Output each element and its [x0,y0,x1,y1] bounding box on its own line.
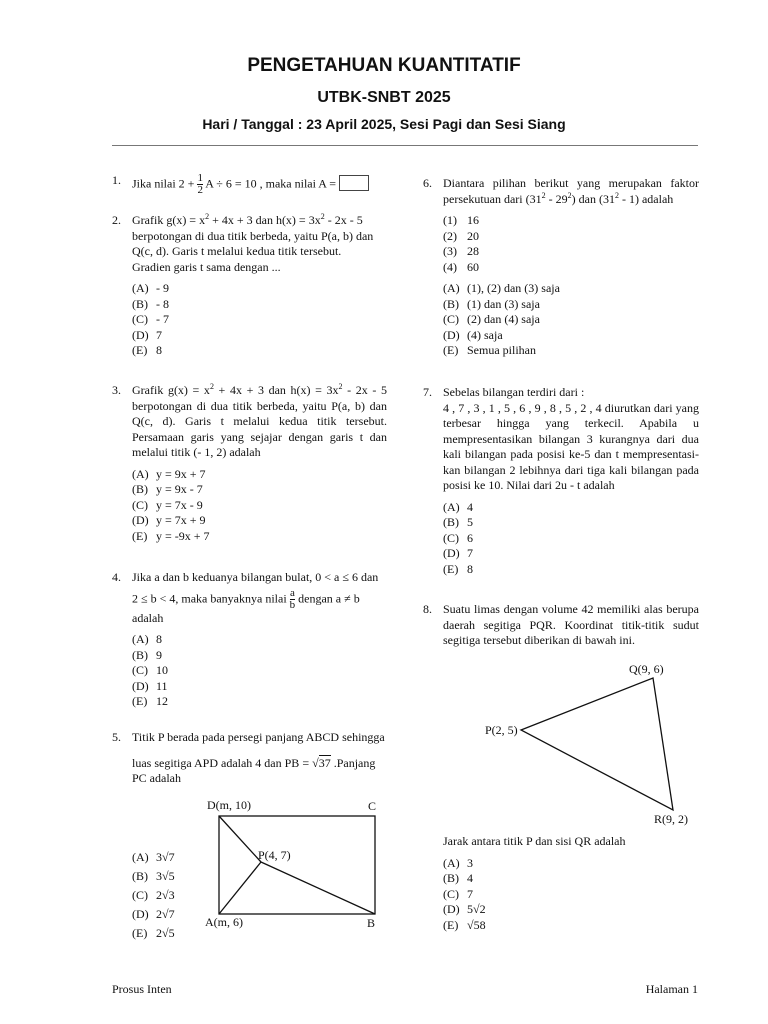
option-c[interactable] [443,531,699,547]
item-label: (1) [443,213,457,227]
option-label: (A) [443,281,460,295]
stem-part: - 2x - 5 berpotongan di dua titik berbeda, yaitu P(a, b) dan Q(c, d). Garis t melalui kedua titik tersebut. [132,213,374,258]
option-label: (B) [132,296,148,311]
option-text: 8 [156,632,162,646]
question-7 [423,385,699,577]
option-e[interactable] [132,924,212,943]
option-text: 8 [156,343,162,357]
option-a[interactable] [443,281,699,297]
page-title: PENGETAHUAN KUANTITATIF [247,55,521,76]
option-text: √58 [467,917,486,932]
question-number: 3. [112,383,121,397]
option-text: y = -9x + 7 [156,528,210,543]
q5-line-1: Titik P berada pada persegi panjang ABCD sehingga [132,730,385,744]
option-label: (A) [132,632,149,646]
item-label: (2) [443,228,457,243]
q8-question-text: Jarak antara titik P dan sisi QR adalah [443,834,626,848]
option-label: (D) [443,327,460,342]
stem-part: - 2x - 5 berpotongan di dua titik berbeda, yaitu P(a, b) dan Q(c, d). Garis t melalui kedua titik tersebut. Persamaan garis yang sejajar dengan garis t dan melalui titik (- 1, 2) adalah [132,383,388,459]
option-text: 3 [467,855,473,870]
option-text: 2√5 [156,926,175,940]
label-b: B [367,916,376,930]
label-c: C [368,799,377,813]
option-label: (D) [132,678,149,693]
q2-stem [132,213,387,260]
question-number: 2. [112,213,121,227]
stem-part: 2 ≤ b < 4, maka banyaknya nilai [132,590,287,605]
segment-pb [261,862,375,914]
statement-2 [443,229,699,245]
option-text: - 7 [156,312,169,326]
option-label: (B) [132,869,148,883]
option-a[interactable] [132,467,387,483]
q8-options [443,856,699,934]
option-text: y = 7x - 9 [156,497,203,512]
option-text: 11 [156,678,168,693]
option-text: 4 [467,871,473,885]
option-text: 4 [467,499,473,514]
q3-options [132,467,387,545]
option-text: 9 [156,647,162,662]
option-d[interactable] [443,328,699,344]
question-number: 1. [112,173,121,187]
option-e[interactable] [443,343,699,359]
option-text: 5 [467,515,473,529]
option-b[interactable] [132,648,387,664]
q2-options [132,281,387,359]
option-text: 7 [467,546,473,560]
option-text: y = 9x - 7 [156,482,203,496]
option-text: 5√2 [467,902,486,916]
q6-options [443,281,699,359]
option-b[interactable] [132,297,387,313]
option-label: (C) [443,312,459,326]
option-text: (1) dan (3) saja [467,296,540,311]
option-text: - 9 [156,281,169,295]
option-text: 12 [156,694,168,708]
option-text: 3√7 [156,850,175,864]
option-text: 7 [156,327,162,342]
option-label: (E) [132,694,148,708]
option-c[interactable] [132,663,387,679]
superscript: 2 [209,382,214,391]
option-b[interactable] [443,515,699,531]
q4-fraction [290,588,296,611]
option-text: 2√7 [156,907,175,921]
answer-box [339,175,369,191]
option-label: (C) [132,312,148,326]
q6-items [443,213,699,275]
question-1 [112,173,387,196]
q5-options [112,848,212,943]
stem-part: dengan a ≠ b [298,590,360,605]
option-a[interactable] [443,500,699,516]
option-c[interactable] [132,312,387,328]
option-b[interactable] [443,297,699,313]
option-b[interactable] [443,871,699,887]
q2-stem-line: Gradien garis t sama dengan ... [132,259,281,274]
item-text: 16 [467,213,479,227]
option-label: (D) [132,513,149,527]
option-e[interactable] [132,529,387,545]
q7-stem: 4 , 7 , 3 , 1 , 5 , 6 , 9 , 8 , 5 , 2 , 4 diurutkan dari yang terbesar hingga yang terkecil. Apabila u mempresentasikan bilangan 3 kurangnya dari dua kali bilangan pada posisi ke-5 dan t mempresentasi-kan bilangan 2 lebihnya dari tiga kali bilangan pada posisi ke 10. Nilai dari 2u - t adalah [443,400,699,492]
stem-part: - 29 [545,191,568,206]
label-d: D(m, 10) [207,798,251,812]
question-4 [112,570,387,710]
question-3 [112,383,387,544]
option-c[interactable] [132,498,387,514]
q5-line-2 [132,756,387,772]
option-text: 7 [467,886,473,901]
option-label: (E) [443,561,459,576]
triangle-pqr [521,678,673,810]
q4-line-3: adalah [132,610,164,625]
option-e[interactable] [132,694,387,710]
header-divider [112,145,698,146]
superscript: 2 [541,190,546,200]
item-text: 20 [467,228,479,243]
stem-part: Grafik g(x) = x [132,383,210,397]
question-6 [423,176,699,359]
q1-text-pre: Jika nilai 2 + [132,176,195,191]
q3-stem [132,383,387,461]
option-text: 10 [156,663,168,677]
option-label: (D) [443,546,460,560]
option-d[interactable] [443,546,699,562]
fraction-denominator: 2 [197,184,203,196]
option-label: (C) [132,888,148,902]
option-text: (2) dan (4) saja [467,312,540,326]
q5-figure [205,798,390,933]
option-text: y = 9x + 7 [156,466,206,481]
triangle-diagram [484,660,699,830]
question-number: 4. [112,570,121,584]
q5-line-3: PC adalah [132,771,181,785]
option-label: (B) [443,296,459,311]
option-label: (A) [443,855,460,870]
option-e[interactable] [443,918,699,934]
option-label: (D) [443,902,460,916]
option-text: 8 [467,561,473,576]
option-label: (C) [132,497,148,512]
q8-figure [484,660,699,830]
option-label: (C) [443,886,459,901]
option-text: Semua pilihan [467,343,536,357]
label-p: P(2, 5) [485,723,518,737]
option-d[interactable] [132,905,212,924]
fraction-numerator: a [289,586,295,599]
option-c[interactable] [132,886,212,905]
option-text: (4) saja [467,327,503,342]
superscript: 2 [567,190,572,200]
item-text: 28 [467,244,479,258]
option-text: 6 [467,530,473,545]
stem-part: - 1) adalah [618,191,674,206]
sqrt-icon: √ [312,755,319,770]
stem-part: luas segitiga APD adalah 4 dan PB = [132,755,310,770]
question-5 [112,730,387,787]
superscript: 2 [338,382,343,391]
option-text: y = 7x + 9 [156,513,206,527]
label-p: P(4, 7) [258,848,291,862]
option-label: (E) [443,343,459,357]
stem-part: ) dan (31 [571,191,615,206]
option-label: (E) [132,343,148,357]
sqrt-value: 37 [318,755,331,770]
stem-part: .Panjang [333,755,376,770]
superscript: 2 [205,212,210,221]
option-label: (E) [132,926,148,940]
q4-line-1: Jika a dan b keduanya bilangan bulat, 0 < a ≤ 6 dan [132,570,379,584]
option-text: 2√3 [156,888,175,902]
option-b[interactable] [132,482,387,498]
option-label: (E) [443,917,459,932]
option-label: (B) [443,515,459,529]
stem-part: + 4x + 3 dan h(x) = 3x [209,213,321,227]
option-a[interactable] [132,848,212,867]
option-c[interactable] [443,887,699,903]
q1-text-post: A ÷ 6 = 10 , maka nilai A = [205,176,337,191]
q1-fraction [197,173,203,196]
question-number: 8. [423,602,432,616]
superscript: 2 [320,212,325,221]
option-label: (A) [443,499,460,514]
label-a: A(m, 6) [205,915,243,929]
question-number: 5. [112,730,121,744]
option-label: (A) [132,466,149,481]
question-2 [112,213,387,359]
question-8 [423,602,699,649]
option-d[interactable] [132,328,387,344]
stem-part: + 4x + 3 dan h(x) = 3x [213,383,339,397]
option-e[interactable] [443,562,699,578]
q4-line-2 [132,588,387,611]
option-label: (B) [132,482,148,496]
question-number: 6. [423,176,432,190]
option-label: (D) [132,327,149,342]
option-a[interactable] [443,856,699,872]
exam-date: Hari / Tanggal : 23 April 2025, Sesi Pagi dan Sesi Siang [202,116,566,132]
option-a[interactable] [132,281,387,297]
q7-options [443,500,699,578]
option-text: 3√5 [156,869,175,883]
q6-stem [443,176,699,207]
rectangle-abcd [219,816,375,914]
rectangle-diagram [205,798,390,933]
q7-stem-intro: Sebelas bilangan terdiri dari : [443,385,585,399]
q8-question [423,834,699,933]
fraction-numerator: 1 [197,172,203,184]
exam-name: UTBK-SNBT 2025 [317,89,451,106]
footer-publisher: Prosus Inten [112,982,172,996]
option-a[interactable] [132,632,387,648]
option-label: (C) [132,663,148,677]
option-text: - 8 [156,296,169,311]
option-d[interactable] [132,513,387,529]
option-label: (E) [132,528,148,543]
stem-part: Grafik g(x) = x [132,213,206,227]
stem-part: Diantara pilihan berikut yang merupakan faktor persekutuan dari (31 [443,176,699,206]
superscript: 2 [614,190,619,200]
item-label: (4) [443,259,457,274]
q8-stem: Suatu limas dengan volume 42 memiliki alas berupa daerah segitiga PQR. Koordinat titik-titik sudut segitiga tersebut diberikan di bawah ini. [443,602,699,647]
label-r: R(9, 2) [654,812,688,826]
option-c[interactable] [443,312,699,328]
option-e[interactable] [132,343,387,359]
option-label: (C) [443,530,459,545]
option-label: (B) [132,647,148,662]
option-b[interactable] [132,867,212,886]
option-d[interactable] [443,902,699,918]
fraction-denominator: b [289,598,296,611]
item-label: (3) [443,244,457,258]
segment-ap [219,862,261,914]
option-label: (A) [132,850,149,864]
option-d[interactable] [132,679,387,695]
option-label: (D) [132,907,149,921]
statement-3 [443,244,699,260]
option-label: (A) [132,281,149,295]
statement-1 [443,213,699,229]
option-text: (1), (2) dan (3) saja [467,281,560,295]
footer-page-number: Halaman 1 [645,982,698,996]
option-label: (B) [443,871,459,885]
q4-options [132,632,387,710]
statement-4 [443,260,699,276]
question-number: 7. [423,385,432,399]
item-text: 60 [467,259,479,274]
segment-dp [219,816,261,862]
label-q: Q(9, 6) [629,662,664,676]
